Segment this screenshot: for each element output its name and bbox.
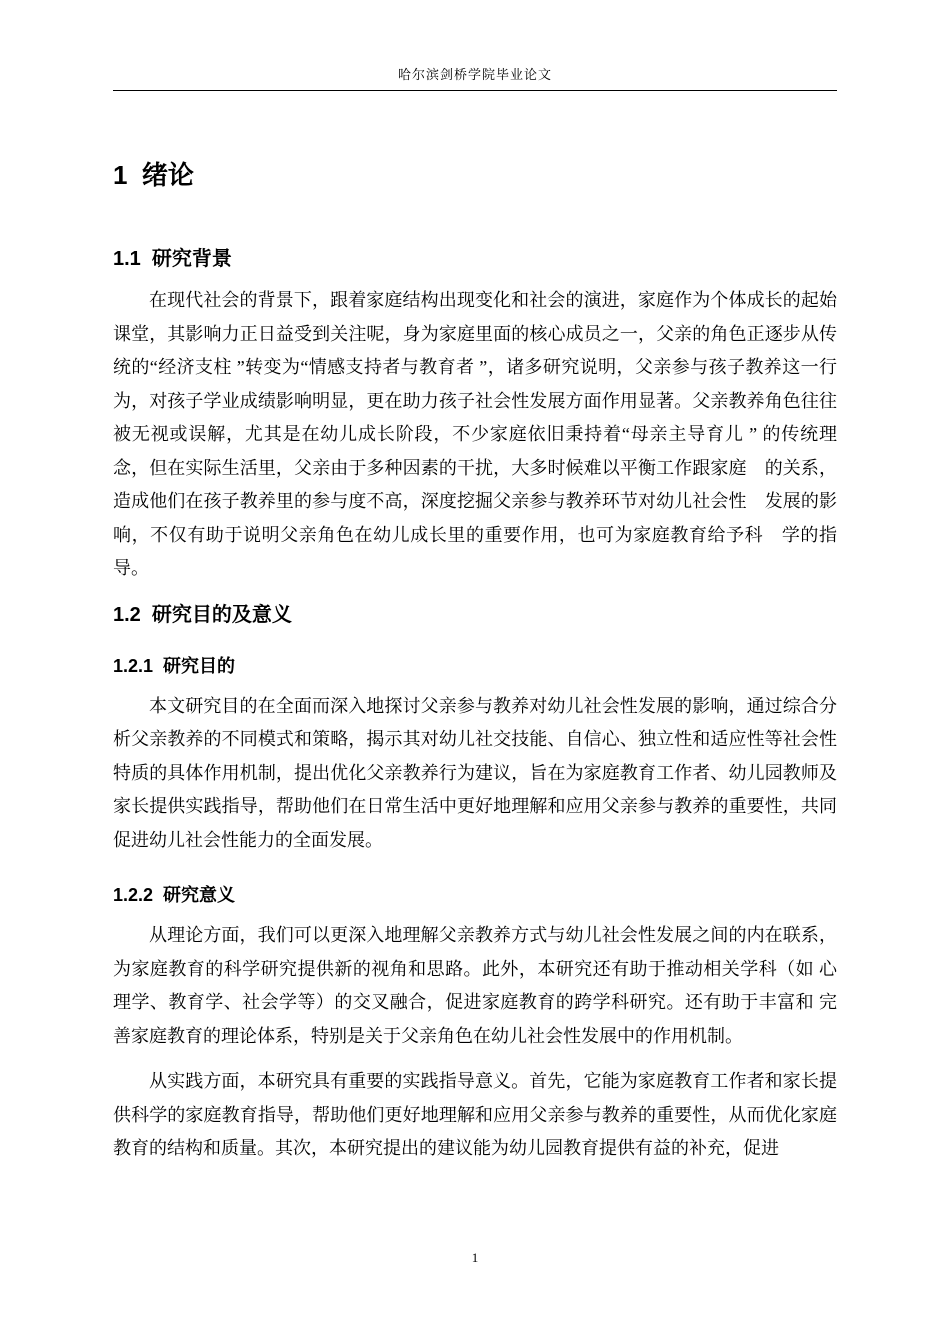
section-1-1-heading: 1.1 研究背景 <box>113 248 232 270</box>
header-title: 哈尔滨剑桥学院毕业论文 <box>397 67 552 82</box>
section-1-2-2-heading: 1.2.2 研究意义 <box>113 885 236 905</box>
section-1-1-paragraph: 在现代社会的背景下，跟着家庭结构出现变化和社会的演进，家庭作为个体成长的起始课堂，其影响力正日益受到关注呢，身为家庭里面的核心成员之一，父亲的角色正逐步从传统的“经济支柱 ”转变为“情感支持者与教育者 ”，诸多研究说明，父亲参与孩子教养这一行为，对孩子学业成绩影响明显，更在助力孩子社会性发展方面作用显著。父亲教养角色往往被无视或误解，尤其是在幼儿成长阶段，不少家庭依旧秉持着“母亲主导育儿 ” 的传统理念，但在实际生活里，父亲由于多种因素的干扰，大多时候难以平衡工作跟家庭 的关系，造成他们在孩子教养里的参与度不高，深度挖掘父亲参与教养环节对幼儿社会性 发展的影响，不仅有助于说明父亲角色在幼儿成长里的重要作用，也可为家庭教育给予科 学的指导。 <box>113 290 837 578</box>
section-1-2-2-paragraph-2: 从实践方面，本研究具有重要的实践指导意义。首先，它能为家庭教育工作者和家长提供科学的家庭教育指导，帮助他们更好地理解和应用父亲参与教养的重要性，从而优化家庭教育的结构和质量。其次，本研究提出的建议能为幼儿园教育提供有益的补充，促进 <box>113 1071 837 1158</box>
section-1-2-1-paragraph: 本文研究目的在全面而深入地探讨父亲参与教养对幼儿社会性发展的影响，通过综合分析父亲教养的不同模式和策略，揭示其对幼儿社交技能、自信心、独立性和适应性等社会性特质的具体作用机制，提出优化父亲教养行为建议，旨在为家庭教育工作者、幼儿园教师及家长提供实践指导，帮助他们在日常生活中更好地理解和应用父亲参与教养的重要性，共同促进幼儿社会性能力的全面发展。 <box>113 695 837 850</box>
section-1-2-heading: 1.2 研究目的及意义 <box>113 603 292 626</box>
section-1-2-2-paragraph-1: 从理论方面，我们可以更深入地理解父亲教养方式与幼儿社会性发展之间的内在联系，为家庭教育的科学研究提供新的视角和思路。此外，本研究还有助于推动相关学科（如 心理学、教育学、社会学等）的交叉融合，促进家庭教育的跨学科研究。还有助于丰富和 完善家庭教育的理论体系，特别是关于父亲角色在幼儿社会性发展中的作用机制。 <box>113 925 837 1046</box>
section-1-2-1-heading: 1.2.1 研究目的 <box>113 655 236 676</box>
page-number: 1 <box>471 1250 479 1265</box>
document-body <box>113 150 837 1166</box>
chapter-heading: 1 绪论 <box>113 160 194 190</box>
page-footer <box>0 1250 950 1266</box>
page-header <box>113 64 837 91</box>
